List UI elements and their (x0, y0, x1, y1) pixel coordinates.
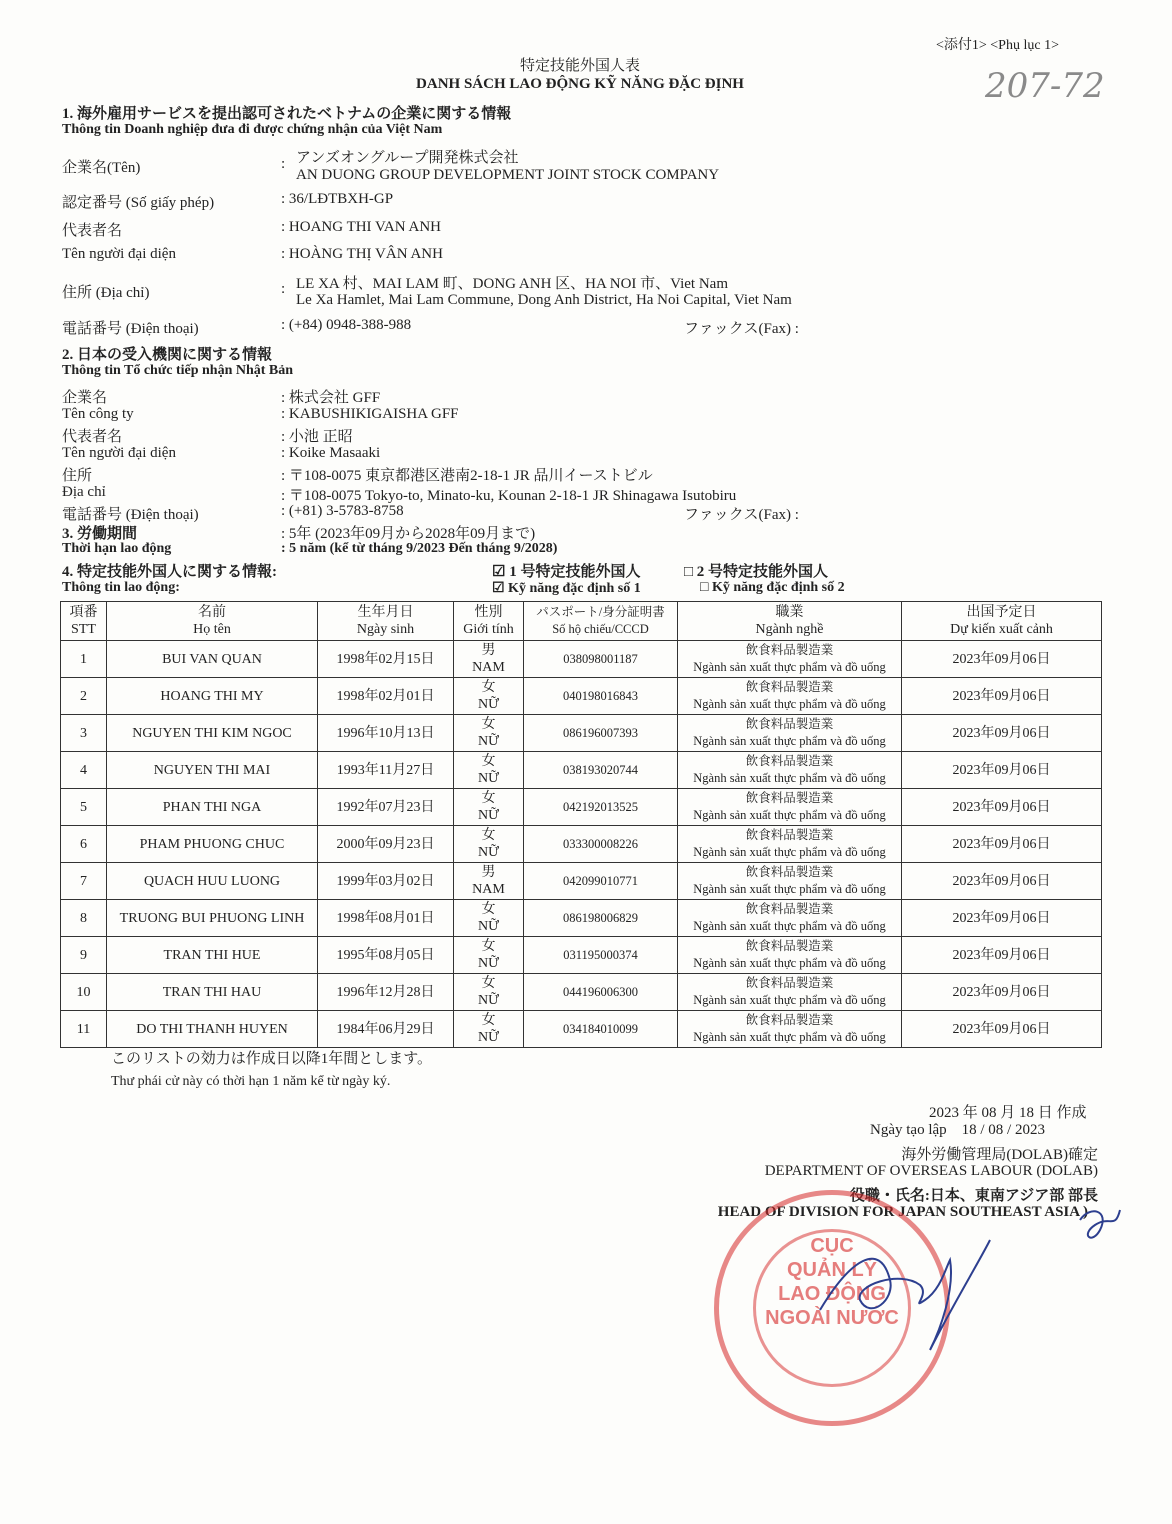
created-date-value: 18 / 08 / 2023 (961, 1122, 1045, 1138)
cell-dob: 1996年12月28日 (318, 974, 454, 1011)
option2-vn: □ Kỹ năng đặc định số 2 (700, 580, 845, 595)
cell-occupation: 飲食料品製造業 Ngành sản xuất thực phẩm và đồ uống (678, 752, 902, 789)
cell-id: 042192013525 (524, 789, 678, 826)
section2-heading-jp: 2. 日本の受入機関に関する情報 (62, 347, 273, 363)
cell-stt: 9 (61, 937, 107, 974)
cell-stt: 11 (61, 1011, 107, 1048)
position-en: HEAD OF DIVISION FOR JAPAN SOUTHEAST ASIA ) (717, 1204, 1088, 1220)
rep-value-vn-2: : Koike Masaaki (281, 445, 381, 461)
period-jp: 5年 (2023年09月から2028年09月まで) (288, 526, 536, 542)
option2-jp: □ 2 号特定技能外国人 (684, 564, 829, 580)
header-occupation: 職業 Ngành nghề (678, 602, 902, 641)
cell-stt: 7 (61, 863, 107, 900)
cell-name: NGUYEN THI KIM NGOC (107, 715, 318, 752)
phone-value-2: : (+81) 3-5783-8758 (281, 503, 404, 519)
cell-sex: 女 NỮ (454, 752, 524, 789)
section2-heading-vn: Thông tin Tổ chức tiếp nhận Nhật Bản (62, 363, 294, 378)
appendix-label: <添付1> <Phụ lục 1> (936, 38, 1059, 53)
cell-sex: 女 NỮ (454, 974, 524, 1011)
section4-heading-jp: 4. 特定技能外国人に関する情報: (62, 564, 277, 580)
cell-dob: 1993年11月27日 (318, 752, 454, 789)
table-row (61, 900, 1102, 937)
seal-line-1: CỤC (810, 1235, 854, 1257)
cell-id: 040198016843 (524, 678, 678, 715)
cell-name: BUI VAN QUAN (107, 641, 318, 678)
cell-sex: 女 NỮ (454, 826, 524, 863)
header-name: 名前 Họ tên (107, 602, 318, 641)
cell-dob: 1998年08月01日 (318, 900, 454, 937)
rep-label-vn-2: Tên người đại diện (62, 445, 176, 461)
cell-dob: 1995年08月05日 (318, 937, 454, 974)
cell-dob: 2000年09月23日 (318, 826, 454, 863)
seal-line-4: NGOÀI NƯỚC (765, 1307, 899, 1329)
cell-occupation: 飲食料品製造業 Ngành sản xuất thực phẩm và đồ uống (678, 974, 902, 1011)
section3-value-vn: : 5 năm (kể từ tháng 9/2023 Đến tháng 9/2028) (281, 541, 558, 556)
company-label-vn: Tên công ty (62, 406, 134, 422)
handwritten-number: 207-72 (985, 66, 1105, 106)
cell-occupation: 飲食料品製造業 Ngành sản xuất thực phẩm và đồ uống (678, 641, 902, 678)
phone-number: (+84) 0948-388-988 (288, 317, 412, 333)
signature-icon (780, 1200, 1140, 1360)
cell-dob: 1984年06月29日 (318, 1011, 454, 1048)
address-vn: Le Xa Hamlet, Mai Lam Commune, Dong Anh District, Ha Noi Capital, Viet Nam (296, 292, 792, 308)
option1-vn: ☑ Kỹ năng đặc định số 1 (492, 581, 641, 596)
cell-departure: 2023年09月06日 (902, 900, 1102, 937)
license-value: : 36/LĐTBXH-GP (281, 191, 394, 207)
rep-label-jp-2: 代表者名 (62, 429, 123, 445)
cell-id: 034184010099 (524, 1011, 678, 1048)
address-jp: LE XA 村、MAI LAM 町、DONG ANH 区、HA NOI 市、Viet Nam (296, 276, 728, 292)
table-row (61, 678, 1102, 715)
table-row (61, 974, 1102, 1011)
company-label-jp: 企業名 (62, 390, 108, 406)
cell-stt: 10 (61, 974, 107, 1011)
validity-jp: このリストの効力は作成日以降1年間とします。 (111, 1051, 433, 1067)
cell-stt: 8 (61, 900, 107, 937)
cell-sex: 女 NỮ (454, 900, 524, 937)
cell-departure: 2023年09月06日 (902, 937, 1102, 974)
cell-stt: 5 (61, 789, 107, 826)
cell-departure: 2023年09月06日 (902, 752, 1102, 789)
company-value-jp: : 株式会社 GFF (281, 390, 381, 406)
section3-heading-vn: Thời hạn lao động (62, 541, 172, 556)
cell-id: 033300008226 (524, 826, 678, 863)
dolab-en: DEPARTMENT OF OVERSEAS LABOUR (DOLAB) (764, 1163, 1098, 1179)
header-id: パスポート/身分証明書 Số hộ chiếu/CCCD (524, 602, 678, 641)
rep-label-jp: 代表者名 (62, 223, 123, 239)
rep-label-vn: Tên người đại diện (62, 246, 176, 262)
cell-id: 086196007393 (524, 715, 678, 752)
header-sex: 性別 Giới tính (454, 602, 524, 641)
section4-heading-vn: Thông tin lao động: (62, 580, 180, 595)
license-number: 36/LĐTBXH-GP (288, 191, 394, 207)
cell-occupation: 飲食料品製造業 Ngành sản xuất thực phẩm và đồ uống (678, 826, 902, 863)
cell-name: DO THI THANH HUYEN (107, 1011, 318, 1048)
table-row (61, 937, 1102, 974)
cell-id: 044196006300 (524, 974, 678, 1011)
address-label: 住所 (Địa chỉ) (62, 285, 150, 301)
cell-dob: 1998年02月01日 (318, 678, 454, 715)
position-jp: 役職・氏名:日本、東南アジア部 部長 (849, 1188, 1098, 1204)
cell-departure: 2023年09月06日 (902, 863, 1102, 900)
rep-value-jp-2: : 小池 正昭 (281, 429, 353, 445)
cell-occupation: 飲食料品製造業 Ngành sản xuất thực phẩm và đồ uống (678, 715, 902, 752)
seal-line-2: QUẢN LÝ (787, 1259, 877, 1281)
cell-departure: 2023年09月06日 (902, 826, 1102, 863)
address-value-jp-2: : 〒108-0075 東京都港区港南2-18-1 JR 品川イーストビル (281, 468, 653, 484)
cell-occupation: 飲食料品製造業 Ngành sản xuất thực phẩm và đồ uống (678, 1011, 902, 1048)
cell-departure: 2023年09月06日 (902, 974, 1102, 1011)
cell-sex: 女 NỮ (454, 937, 524, 974)
created-date-jp: 2023 年 08 月 18 日 作成 (929, 1105, 1087, 1121)
cell-departure: 2023年09月06日 (902, 678, 1102, 715)
address-label-jp-2: 住所 (62, 468, 93, 484)
cell-id: 038098001187 (524, 641, 678, 678)
title-vn: DANH SÁCH LAO ĐỘNG KỸ NĂNG ĐẶC ĐỊNH (416, 76, 744, 92)
fax-label: ファックス(Fax) : (684, 321, 799, 337)
validity-vn: Thư phái cử này có thời hạn 1 năm kể từ ngày ký. (111, 1074, 391, 1089)
section3-value-jp: : 5年 (2023年09月から2028年09月まで) (281, 526, 536, 542)
dolab-jp: 海外労働管理局(DOLAB)確定 (901, 1147, 1098, 1163)
cell-name: HOANG THI MY (107, 678, 318, 715)
created-date-label: Ngày tạo lập (870, 1122, 947, 1138)
cell-sex: 女 NỮ (454, 715, 524, 752)
cell-dob: 1992年07月23日 (318, 789, 454, 826)
cell-departure: 2023年09月06日 (902, 1011, 1102, 1048)
phone-label-2: 電話番号 (Điện thoại) (62, 507, 199, 523)
colon: : (281, 156, 286, 172)
phone-2: (+81) 3-5783-8758 (288, 503, 404, 519)
cell-departure: 2023年09月06日 (902, 641, 1102, 678)
cell-dob: 1998年02月15日 (318, 641, 454, 678)
cell-occupation: 飲食料品製造業 Ngành sản xuất thực phẩm và đồ uống (678, 937, 902, 974)
rep-vn-2: Koike Masaaki (288, 445, 381, 461)
header-stt: 項番 STT (61, 602, 107, 641)
table-row (61, 752, 1102, 789)
address-vn-2: 〒108-0075 Tokyo-to, Minato-ku, Kounan 2-18-1 JR Shinagawa Isutobiru (288, 488, 737, 504)
title-jp: 特定技能外国人表 (519, 58, 640, 74)
phone-value: : (+84) 0948-388-988 (281, 317, 412, 333)
cell-stt: 4 (61, 752, 107, 789)
cell-id: 038193020744 (524, 752, 678, 789)
table-row (61, 826, 1102, 863)
section1-heading-vn: Thông tin Doanh nghiệp đưa đi được chứng nhận của Việt Nam (62, 122, 443, 137)
cell-sex: 男 NAM (454, 863, 524, 900)
header-departure: 出国予定日 Dự kiến xuất cảnh (902, 602, 1102, 641)
rep-value-jp: : HOANG THI VAN ANH (281, 219, 442, 235)
header-dob: 生年月日 Ngày sinh (318, 602, 454, 641)
seal-line-3: LAO ĐỘNG (778, 1283, 886, 1305)
table-row (61, 1011, 1102, 1048)
license-label: 認定番号 (Số giấy phép) (62, 195, 215, 211)
company-vn: KABUSHIKIGAISHA GFF (288, 406, 459, 422)
table-row (61, 641, 1102, 678)
period-vn: 5 năm (kể từ tháng 9/2023 Đến tháng 9/2028) (289, 541, 558, 556)
cell-occupation: 飲食料品製造業 Ngành sản xuất thực phẩm và đồ uống (678, 863, 902, 900)
section3-heading-jp: 3. 労働期間 (62, 526, 138, 542)
cell-stt: 6 (61, 826, 107, 863)
cell-stt: 3 (61, 715, 107, 752)
cell-stt: 2 (61, 678, 107, 715)
colon: : (281, 281, 286, 297)
address-label-vn-2: Địa chỉ (62, 484, 106, 500)
fax-label-2: ファックス(Fax) : (684, 507, 799, 523)
cell-occupation: 飲食料品製造業 Ngành sản xuất thực phẩm và đồ uống (678, 900, 902, 937)
phone-label: 電話番号 (Điện thoại) (62, 321, 199, 337)
address-jp-2: 〒108-0075 東京都港区港南2-18-1 JR 品川イーストビル (288, 468, 653, 484)
cell-occupation: 飲食料品製造業 Ngành sản xuất thực phẩm và đồ uống (678, 789, 902, 826)
cell-name: PHAN THI NGA (107, 789, 318, 826)
cell-departure: 2023年09月06日 (902, 789, 1102, 826)
cell-sex: 男 NAM (454, 641, 524, 678)
section1-heading-jp: 1. 海外雇用サービスを提出認可されたベトナムの企業に関する情報 (62, 106, 512, 122)
cell-sex: 女 NỮ (454, 789, 524, 826)
rep-jp-2: 小池 正昭 (288, 429, 353, 445)
company-value-vn: : KABUSHIKIGAISHA GFF (281, 406, 459, 422)
rep-name-vn: HOÀNG THỊ VÂN ANH (288, 246, 443, 262)
cell-sex: 女 NỮ (454, 1011, 524, 1048)
cell-sex: 女 NỮ (454, 678, 524, 715)
created-date-vn (870, 1122, 1045, 1139)
company-name-en: AN DUONG GROUP DEVELOPMENT JOINT STOCK COMPANY (296, 167, 720, 183)
table-row (61, 789, 1102, 826)
workers-table (60, 601, 1102, 1048)
address-value-vn-2: : 〒108-0075 Tokyo-to, Minato-ku, Kounan 2-18-1 JR Shinagawa Isutobiru (281, 488, 737, 504)
rep-value-vn: : HOÀNG THỊ VÂN ANH (281, 246, 443, 262)
cell-departure: 2023年09月06日 (902, 715, 1102, 752)
table-row (61, 715, 1102, 752)
cell-id: 086198006829 (524, 900, 678, 937)
cell-name: TRAN THI HAU (107, 974, 318, 1011)
company-name-label: 企業名(Tên) (62, 160, 141, 176)
company-jp: 株式会社 GFF (288, 390, 381, 406)
company-name-jp: アンズオングループ開発株式会社 (296, 150, 519, 166)
cell-name: TRAN THI HUE (107, 937, 318, 974)
cell-name: TRUONG BUI PHUONG LINH (107, 900, 318, 937)
cell-dob: 1996年10月13日 (318, 715, 454, 752)
cell-id: 031195000374 (524, 937, 678, 974)
table-row (61, 863, 1102, 900)
cell-name: QUACH HUU LUONG (107, 863, 318, 900)
option1-jp: ☑ 1 号特定技能外国人 (492, 564, 641, 580)
cell-id: 042099010771 (524, 863, 678, 900)
cell-stt: 1 (61, 641, 107, 678)
cell-name: NGUYEN THI MAI (107, 752, 318, 789)
cell-occupation: 飲食料品製造業 Ngành sản xuất thực phẩm và đồ uống (678, 678, 902, 715)
cell-dob: 1999年03月02日 (318, 863, 454, 900)
rep-name-jp: HOANG THI VAN ANH (288, 219, 442, 235)
cell-name: PHAM PHUONG CHUC (107, 826, 318, 863)
table-header-row (61, 602, 1102, 641)
